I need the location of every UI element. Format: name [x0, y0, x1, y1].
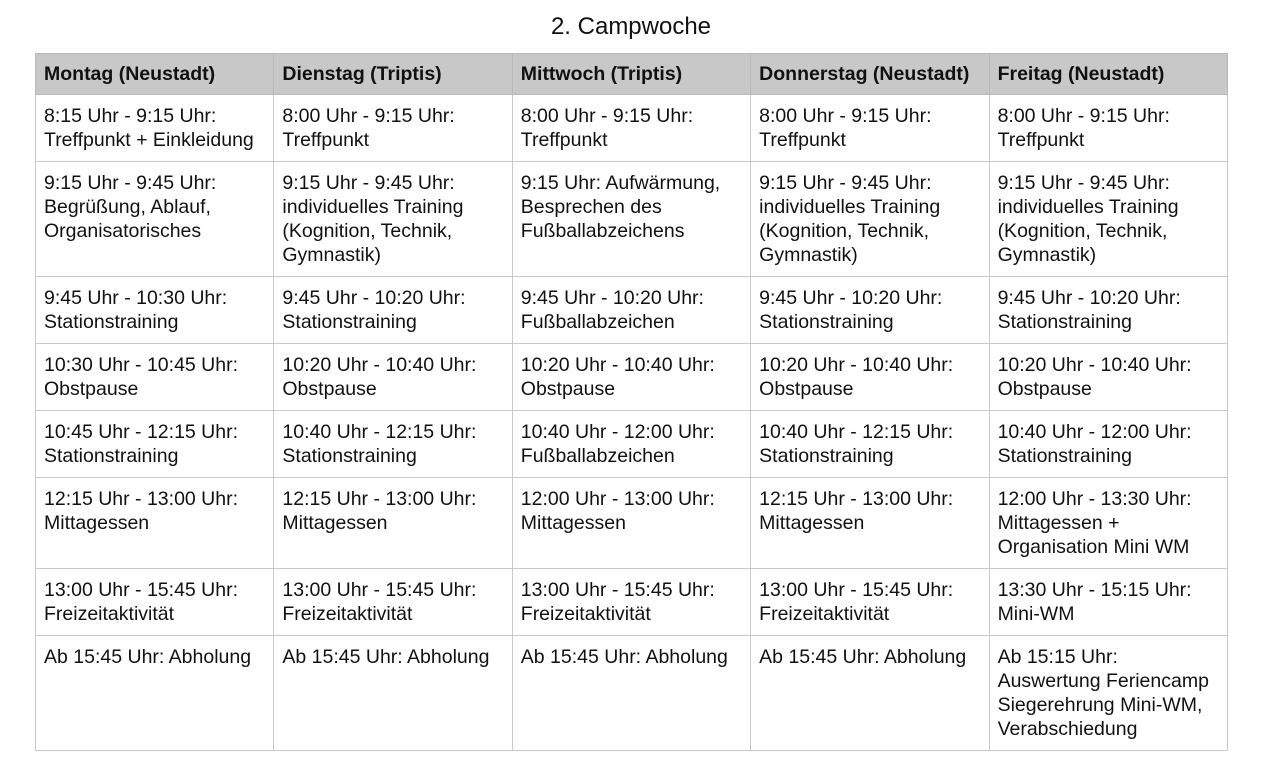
table-cell: 10:40 Uhr - 12:00 Uhr: Fußballabzeichen	[512, 411, 750, 478]
table-cell: Ab 15:45 Uhr: Abholung	[36, 636, 274, 751]
table-cell: 10:20 Uhr - 10:40 Uhr: Obstpause	[989, 344, 1227, 411]
table-cell: 10:20 Uhr - 10:40 Uhr: Obstpause	[751, 344, 989, 411]
table-cell: 13:00 Uhr - 15:45 Uhr: Freizeitaktivität	[751, 569, 989, 636]
table-cell: 8:00 Uhr - 9:15 Uhr: Treffpunkt	[989, 95, 1227, 162]
table-cell: 8:00 Uhr - 9:15 Uhr: Treffpunkt	[274, 95, 512, 162]
header-row	[36, 54, 1228, 95]
table-cell: 13:00 Uhr - 15:45 Uhr: Freizeitaktivität	[512, 569, 750, 636]
table-row	[36, 478, 1228, 569]
table-cell: Ab 15:45 Uhr: Abholung	[274, 636, 512, 751]
table-cell: 9:45 Uhr - 10:20 Uhr: Stationstraining	[751, 277, 989, 344]
table-cell: 10:20 Uhr - 10:40 Uhr: Obstpause	[512, 344, 750, 411]
column-header-tuesday: Dienstag (Triptis)	[274, 54, 512, 95]
table-cell: 9:45 Uhr - 10:20 Uhr: Stationstraining	[274, 277, 512, 344]
table-cell: 13:00 Uhr - 15:45 Uhr: Freizeitaktivität	[36, 569, 274, 636]
table-cell: 13:00 Uhr - 15:45 Uhr: Freizeitaktivität	[274, 569, 512, 636]
table-cell: 10:40 Uhr - 12:00 Uhr: Stationstraining	[989, 411, 1227, 478]
table-row	[36, 344, 1228, 411]
table-cell: 10:30 Uhr - 10:45 Uhr: Obstpause	[36, 344, 274, 411]
table-row	[36, 569, 1228, 636]
table-cell: 9:45 Uhr - 10:20 Uhr: Fußballabzeichen	[512, 277, 750, 344]
table-cell: 9:15 Uhr - 9:45 Uhr: individuelles Training (Kognition, Technik, Gymnastik)	[989, 162, 1227, 277]
table-cell: 10:20 Uhr - 10:40 Uhr: Obstpause	[274, 344, 512, 411]
page-title: 2. Campwoche	[550, 13, 712, 40]
table-cell: 12:15 Uhr - 13:00 Uhr: Mittagessen	[751, 478, 989, 569]
table-cell: 8:00 Uhr - 9:15 Uhr: Treffpunkt	[751, 95, 989, 162]
table-row	[36, 411, 1228, 478]
table-cell: 9:15 Uhr: Aufwärmung, Besprechen des Fußballabzeichens	[512, 162, 750, 277]
table-cell: 12:00 Uhr - 13:00 Uhr: Mittagessen	[512, 478, 750, 569]
table-cell: 9:15 Uhr - 9:45 Uhr: individuelles Training (Kognition, Technik, Gymnastik)	[751, 162, 989, 277]
table-cell: 12:00 Uhr - 13:30 Uhr: Mittagessen + Organisation Mini WM	[989, 478, 1227, 569]
table-cell: 12:15 Uhr - 13:00 Uhr: Mittagessen	[36, 478, 274, 569]
table-cell: 10:45 Uhr - 12:15 Uhr: Stationstraining	[36, 411, 274, 478]
table-cell: 12:15 Uhr - 13:00 Uhr: Mittagessen	[274, 478, 512, 569]
table-row	[36, 162, 1228, 277]
column-header-thursday: Donnerstag (Neustadt)	[751, 54, 989, 95]
table-cell: 8:00 Uhr - 9:15 Uhr: Treffpunkt	[512, 95, 750, 162]
table-cell: 9:45 Uhr - 10:20 Uhr: Stationstraining	[989, 277, 1227, 344]
table-cell: 13:30 Uhr - 15:15 Uhr: Mini-WM	[989, 569, 1227, 636]
table-cell: 10:40 Uhr - 12:15 Uhr: Stationstraining	[751, 411, 989, 478]
table-cell: Ab 15:45 Uhr: Abholung	[751, 636, 989, 751]
column-header-monday: Montag (Neustadt)	[36, 54, 274, 95]
table-row	[36, 636, 1228, 751]
column-header-wednesday: Mittwoch (Triptis)	[512, 54, 750, 95]
schedule-table	[35, 53, 1228, 751]
table-cell: 9:15 Uhr - 9:45 Uhr: Begrüßung, Ablauf, Organisatorisches	[36, 162, 274, 277]
table-row	[36, 277, 1228, 344]
table-row	[36, 95, 1228, 162]
table-cell: 10:40 Uhr - 12:15 Uhr: Stationstraining	[274, 411, 512, 478]
column-header-friday: Freitag (Neustadt)	[989, 54, 1227, 95]
table-cell: Ab 15:15 Uhr: Auswertung Feriencamp Siegerehrung Mini-WM, Verabschiedung	[989, 636, 1227, 751]
table-cell: Ab 15:45 Uhr: Abholung	[512, 636, 750, 751]
table-cell: 8:15 Uhr - 9:15 Uhr: Treffpunkt + Einkleidung	[36, 95, 274, 162]
table-cell: 9:45 Uhr - 10:30 Uhr: Stationstraining	[36, 277, 274, 344]
table-cell: 9:15 Uhr - 9:45 Uhr: individuelles Training (Kognition, Technik, Gymnastik)	[274, 162, 512, 277]
